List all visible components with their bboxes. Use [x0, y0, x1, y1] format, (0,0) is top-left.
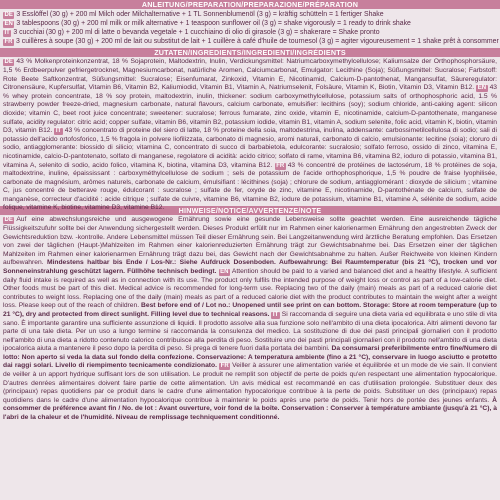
language-tag: DE: [4, 217, 13, 224]
usage-line-fr: [3, 37, 497, 46]
ingredients-text-de: 43 % Molkenproteinkonzentrat, 18 % Sojaprotein, Maltodextrin, Inulin, Verdickungsmittel: Natriumcarboxymethylcellulose; Kaliumsalze der Orthophosphorsäure, 1,5 % Erdbeerpulver gefriergetrocknet, Magnesiumcarbonat, natürliche Aromen, Calciumcarbonat, Emulgator: Lecithine (Soja); Süßungsmittel: Sucralose; Farbstoff: Rote Beete Saftkonzentrat, Süßungsmittel: Sucralose; Eisenfumarat, Zinkoxid, Vitamin E, Nicotinamid, Calcium-D-pantothenat, Mangansulfat, Säureregulator: Citronensäure, Kupfersulfat, Vitamin B6, Vitamin B2, Kaliumiodid, Vitamin B1, Vitamin A, Natriumselenit, Folsäure, Vitamin K, Biotin, Vitamin D3, Vitamin B12.: [3, 58, 497, 92]
notes-storage-fr: À consommer de préférence avant fin / No. de lot : Avant ouverture, voir fond de la boîte. Conservation : Conserver à température ambiante (jusqu'à 21 °C), à l'abri de la chaleur et de l'humidité. Niveau de remplissage techniquement conditionné.: [3, 396, 497, 422]
language-tag: EN: [477, 85, 487, 92]
notes-text-it: Si raccomanda di seguire una dieta varia ed equilibrata e uno stile di vita sano. È importante garantire una sufficiente assunzione di liquidi. Il prodotto assolve alla sua funzione solo nell'ambito di una dieta ipocalorica. Altri alimenti devono far parte di una tale dieta. Per un uso a lungo termine si raccomanda la consulenza del medico. La sostituzione di due dei pasti principali giornalieri con il prodotto nell'ambito di una dieta a ridotto contenuto calorico contribuisce alla perdita di peso. Sostituire uno dei pasti principali giornalieri con il prodotto nell'ambito di una dieta ipocalorica aiuta a mantenere il peso dopo la perdita di peso. Si prega di tenere fuori dalla portata dei bambini.: [3, 310, 497, 353]
usage-line-en: [3, 19, 497, 28]
usage-section-header: ANLEITUNG/PREPARATION/PREPARAZIONE/PRÉPARATION: [0, 0, 500, 9]
ingredients-text-it: 43 % concentrato di proteine del siero di latte, 18 % proteine della soia, maltodestrina, inulina, addensante: carbossimetilcellulosa di sodio; sali di potassio dell'acido ortofosforico, 1,5 % fragola in polvere liofilizzata, carbonato di magnesio, aromi naturali, carbonato di calcio, emulsionante: lecitine (soia); cloruro di sodio, antiagglomerante: biossido di silicio; vitamina C, concentrato di succo di barbabietola, edulcorante: sucralosio; solfato ferroso, ossido di zinco, vitamina E, nicotinamide, calcio-D-pantotenato, solfato di manganese, regolatore di acidità: acido citrico; solfato di rame, vitamina B6, vitamina B2, ioduro di potassio, vitamina B1, vitamina A, selenito di sodio, acido folico, vitamina K, biotina, vitamina D3, vitamina B12.: [3, 127, 497, 169]
language-tag: IT: [4, 30, 10, 37]
notes-section: [0, 215, 500, 453]
usage-text: 3 cuillères à soupe (30 g) + 200 ml de lait ou substitut de lait + 1 cuillère à café d'huile de tournesol (3 g) = agiter vigoureusement = 1 shake prêt à consommer: [16, 38, 499, 46]
language-tag: FR: [4, 39, 13, 46]
ingredients-text-en: 43 % whey protein concentrate, 18 % soy protein, maltodextrin, inulin, thickener: sodium carboxymethylcellulose, potassium salts of orthophosphoric acid, 1.5 % strawberry powder freeze-dried, magnesium carbonate, natural flavours, calcium carbonate, emulsifier: lecithins (soy); sodium chloride, anti-caking agent: silicon dioxide; vitamin C, beet root juice concentrate; sweetener: sucralose; ferrous fumarate, zinc oxide, vitamin E, nicotinamide, calcium-D-pantothenate, manganese sulfate, acidity regulator: citric acid; copper sulfate, vitamin B6, vitamin B2, potassium iodide, vitamin B1, vitamin A, sodium selenite, folic acid, vitamin K, biotin, vitamin D3, vitamin B12.: [3, 84, 498, 135]
language-tag: DE: [4, 12, 13, 18]
language-tag: FR: [220, 363, 229, 370]
usage-text: 3 Esslöffel (30 g) + 200 ml Milch oder Milchalternative + 1 TL Sonnenblumenöl (3 g) = kräftig schütteln = 1 fertiger Shake: [16, 11, 384, 18]
notes-text-de: Auf eine abwechslungsreiche und ausgewogene Ernährung sowie eine gesunde Lebensweise sollte geachtet werden. Eine ausreichende tägliche Flüssigkeitszufuhr sollte bei der Anwendung sichergestellt werden. Dieses Produkt erfüllt nur im Rahmen einer kalorienarmen Ernährung den angestrebten Zweck der Gewichtsreduktion bzw. -kontrolle. Andere Lebensmittel müssen Teil dieser Ernährung sein. Bei Langzeitanwendung wird ärztliche Beratung empfohlen. Das Ersetzen von zwei der täglichen (Haupt-)Mahlzeiten im Rahmen einer kalorienreduzierten Ernährung trägt zur Gewichtsabnahme bei. Das Ersetzen einer der täglichen Mahlzeiten im Rahmen einer kalorienarmen Ernährung trägt dazu bei, das Gewicht nach der Gewichtsabnahme zu halten. Außer Reichweite von kleinen Kindern aufbewahren.: [3, 216, 497, 267]
usage-text: 3 cucchiai (30 g) + 200 ml di latte o bevanda vegetale + 1 cucchiaino di olio di girasole (3 g) = shakerare = Shake pronto: [13, 29, 380, 37]
notes-section-header: HINWEISE/NOTICE/AVVERTENZE/NOTE: [0, 206, 500, 215]
notes-text-en: Attention should be paid to a varied and balanced diet and a healthy lifestyle. A sufficient daily fluid intake is required as well as in connection with its use. The product only fulfils the intended purpose of weight loss or control as part of a low-calorie diet. Other foods must be part of this diet. Medical advice is recommended for long-term use. Replacing two of the daily (main) meals as part of a reduced calorie diet contributes to weight loss. Replacing one of the daily (main) meals as part of a reduced calorie diet with the product contributes to maintain the weight after a weight loss. Please keep out of the reach of children.: [3, 267, 498, 310]
language-tag: FR: [276, 162, 285, 169]
ingredients-section-header: ZUTATEN/INGREDIENTS/INGREDIENTI/INGRÉDIENTS: [0, 48, 500, 57]
language-tag: EN: [4, 21, 13, 28]
notes-storage-de: Mindestens haltbar bis Ende / Los-Nr.: Siehe Aufdruck Dosenboden. Aufbewahrung: Bei Raumtemperatur (bis 21 °C), trocken und vor Sonneneinstrahlung geschützt lagern. Füllhöhe technisch bedingt.: [3, 259, 497, 275]
notes-storage-it: Da consumarsi preferibilmente entro fine/Numero di lotto: Non aperto si veda la data sul fondo della confezione. Conservazione: A temperatura ambiente (fino a 21 °C), conservare in luogo asciutto e protetto dai raggi solari. Livello di riempimento tecnicamente condizionato.: [3, 345, 497, 370]
usage-text: 3 tablespoons (30 g) + 200 ml milk or milk alternative + 1 teaspoon sunflower oil (3 g) = shake vigorously = 1 ready to drink shake: [16, 20, 411, 28]
ingredients-text-fr: 43 % concentré de protéines de lactosérum, 18 % protéines de soja, maltodextrine, inuline, épaississant : carboxyméthylcellulose de sodium ; sels de potassium de l'acide orthophosphorique, 1,5 % poudre de fraise lyophilisée, carbonate de magnésium, arômes naturels, carbonate de calcium, émulsifiant : lécithines (soja) ; chlorure de sodium, antiagglomérant : dioxyde de silicium ; vitamine C, jus concentré de betterave rouge, édulcorant : sucralose ; sulfate de fer, oxyde de zinc, vitamine E, nicotinamide, D-pantothénate de calcium, sulfate de manganèse, correcteur d'acidité : acide citrique ; sulfate de cuivre, vitamine B6, vitamine B2, iodure de potassium, vitamine B1, vitamine A, sélénite de sodium, acide folique, vitamine K, biotine, vitamine D3, vitamine B12.: [3, 161, 497, 212]
usage-line-it: [3, 28, 497, 37]
language-tag: IT: [272, 311, 279, 318]
language-tag: DE: [4, 59, 13, 66]
usage-section: [0, 9, 500, 48]
notes-storage-en: Best before end of / Lot no.: Unopened until see print on can bottom. Storage: Store at room temperature (up to 21 °C), dry and protected from direct sunlight. Filling level due to technical reasons.: [3, 302, 497, 318]
language-tag: EN: [220, 268, 229, 275]
usage-line-de: [3, 10, 497, 19]
notes-text-fr: Veiller à assurer une alimentation variée et équilibrée et un mode de vie sain. Il convient de veiller à un apport hydrique suffisant lors de son utilisation. Le produit ne remplit son objectif de perte de poids qu'en respectant une alimentation hypocalorique. D'autres denrées alimentaires doivent faire partie de cette alimentation. Un avis médical est recommandé en cas d'utilisation prolongée. Substituer deux des (principaux) repas quotidiens par ce produit dans le cadre d'une alimentation hypocalorique contribue à la perte de poids. Substituer un des (principaux) repas quotidiens dans le cadre d'une alimentation hypocalorique contribue à maintenir le poids après une perte de poids. Tenir hors de portée des jeunes enfants.: [3, 362, 498, 404]
language-tag: IT: [55, 128, 62, 135]
